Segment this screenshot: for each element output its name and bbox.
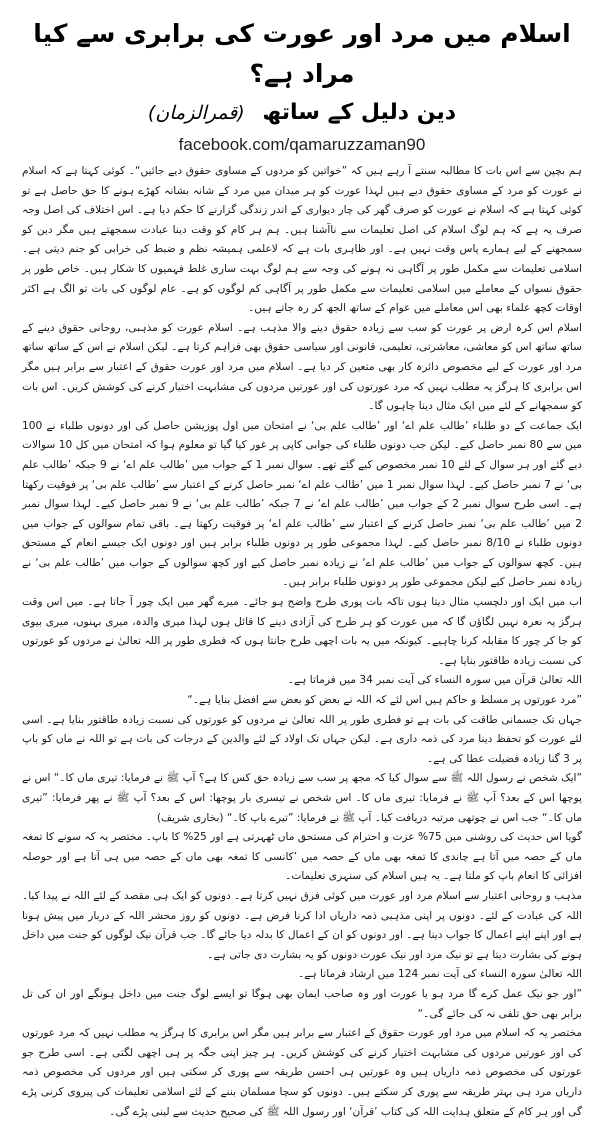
paragraph-rights: اسلام اس کرہ ارض پر عورت کو سب سے زیادہ حقوق دینے والا مذہب ہے۔ اسلام عورت کو مذہبی، روحانی حقوق دینے کے ساتھ ساتھ اس کو معاشی، معاشرتی، تعلیمی، قانونی اور سیاسی حقوق بھی فراہم کرتا ہے۔ لیکن اسلام نے اس کے ساتھ ساتھ مرد اور عورت کے لیے مخصوص دائرہ کار بھی متعین کر دیا ہے۔ اسلام میں مرد اور عورت حقوق کے اعتبار سے برابر ہیں مگر اس برابری کا ہرگز یہ مطلب نہیں کہ مرد عورتوں کی اور عورتیں مردوں کی مشابہت اختیار کرنے کی کوشش کریں۔ اس بات کو سمجھانے کے لئے میں ایک مثال دینا چاہوں گا۔	[22, 321, 582, 413]
subtitle-text: دین دلیل کے ساتھ	[262, 100, 457, 125]
paragraph-verse-34-intro: اللہ تعالیٰ قرآن میں سورہ النساء کی آیت نمبر 34 میں فرماتا ہے۔	[287, 674, 582, 687]
paragraph-percentages: گویا اس حدیث کی روشنی میں 75% عزت و احترام کی مستحق ماں ٹھہرتی ہے اور 25% کا باپ۔ مختصر یہ کہ سونے کا تمغہ ماں کے حصہ میں آتا ہے چاندی کا تمغہ بھی ماں کے حصہ میں ’کانسی کا تمغہ بھی ماں کے حصہ میں ہی آتا ہے اور حوصلہ افزائی کا انعام باپ کو ملتا ہے۔ یہ ہیں اسلام کی سنہری تعلیمات۔	[22, 831, 582, 883]
facebook-url: facebook.com/qamaruzzaman90	[178, 135, 426, 154]
paragraph-verse-124-intro: اللہ تعالیٰ سورہ النساء کی آیت نمبر 124 میں ارشاد فرماتا ہے۔	[298, 968, 582, 981]
paragraph-thief-example: اب میں ایک اور دلچسپ مثال دیتا ہوں تاکہ بات پوری طرح واضح ہو جائے۔ میرے گھر میں ایک چور آ جاتا ہے۔ میں اس وقت ہرگز یہ نعرہ نہیں لگاؤں گا کہ میں عورت کو ہر طرح کی آزادی دینے کا قائل ہوں لہذا میری والدہ، میری بہنوں، میری بیوی کو جا کر چور کا مقابلہ کرنا چاہیے۔ کیونکہ میں یہ بات اچھی طرح جانتا ہوں کہ فطری طور پر اللہ تعالیٰ نے مردوں کو عورتوں کی نسبت زیادہ طاقتور بنایا ہے۔	[22, 596, 582, 667]
article-subtitle	[22, 94, 582, 132]
paragraph-intro: ہم بچپن سے اس بات کا مطالبہ سنتے آ رہے ہیں کہ ”خواتین کو مردوں کے مساوی حقوق دیے جائیں“۔ کوئی کہتا ہے کہ اسلام نے عورت کو مرد کے مساوی حقوق دیے ہیں لہذا عورت کو ہر میدان میں مرد کے شانہ بشانہ کھڑے ہونے کا حق حاصل ہے تو کوئی کہتا ہے کہ اسلام نے عورت کو صرف گھر کی چار دیواری کے اندر زندگی گزارنے کا حکم دیا ہے۔ اس اختلاف کی اصل وجہ صرف یہ ہے کہ ہم لوگ اسلام کی اصل تعلیمات سے ناآشنا ہیں۔ ہم ہر کام کو وقت دینا عبادت سمجھتے ہیں مگر دین کو سمجھنے کے لیے ہمارے پاس وقت نہیں ہے۔ اور ظاہری بات ہے کہ لاعلمی ہمیشہ نظم و ضبط کی خرابی کو جنم دیتی ہے۔ اسلامی تعلیمات سے مکمل طور پر آگاہی نہ ہونے کی وجہ سے ہم لوگ بہت ساری غلط فہمیوں کا شکار ہیں۔ خاص طور پر حقوق نسواں کے معاملے میں اسلامی تعلیمات سے مکمل طور پر آگاہی کم لوگوں کو ہے۔ عام لوگوں کی بات تو الگ ہے اکثر اوقات کچھ علماء بھی اس معاملے میں عوام کے ساتھ الجھ کر رہ جاتے ہیں۔	[22, 165, 582, 315]
paragraph-physical-strength: جہاں تک جسمانی طاقت کی بات ہے تو فطری طور پر اللہ تعالیٰ نے مردوں کو عورتوں کی نسبت زیادہ طاقتور بنایا ہے۔ اسی لئے عورت کو تحفظ دینا مرد کی ذمہ داری ہے۔ لیکن جہاں تک اولاد کے لئے والدین کے درجات کی بات ہے تو اللہ نے ماں کو باپ پر 3 گنا زیادہ فضیلت عطا کی ہے۔	[22, 713, 582, 765]
paragraph-students-example: ایک جماعت کے دو طلباء ’طالب علم اے‘ اور ’طالب علم بی‘ نے امتحان میں اول پوزیشن حاصل کی اور دونوں طلباء نے 100 میں سے 80 نمبر حاصل کیے۔ لیکن جب دونوں طلباء کی جوابی کاپی پر غور کیا گیا تو معلوم ہوا کہ امتحان میں کل 10 سوالات دیے گئے اور ہر سوال کے لئے 10 نمبر مخصوص کیے گئے تھے۔ سوال نمبر 1 کے جواب میں ’طالب علم اے‘ نے 9 جبکہ ’طالب علم بی‘ نے 7 نمبر حاصل کیے۔ لہذا سوال نمبر 1 میں ’طالب علم اے‘ نمبر حاصل کرنے کے اعتبار سے ’طالب علم بی‘ پر فوقیت رکھتا ہے۔ اسی طرح سوال نمبر 2 کے جواب میں ’طالب علم اے‘ نے 7 جبکہ ’طالب علم بی‘ نے 9 نمبر حاصل کیے۔ لہذا سوال نمبر 2 میں ’طالب علم بی‘ نمبر حاصل کرنے کے اعتبار سے ’طالب علم اے‘ پر فوقیت رکھتا ہے۔ باقی تمام سوالوں کے جواب میں دونوں طلباء نے 8/10 نمبر حاصل کیے۔ لہذا مجموعی طور پر دونوں طلباء برابر ہیں اور دونوں ایک جیسے انعام کے مستحق ہیں۔ کچھ سوالوں کے جواب میں ’طالب علم اے‘ نے زیادہ نمبر حاصل کیے اور کچھ سوالوں کے جواب میں ’طالب علم بی‘ نے زیادہ نمبر حاصل کیے لیکن مجموعی طور پر دونوں طلباء برابر ہیں۔	[22, 419, 582, 589]
quote-verse-124: ”اور جو نیک عمل کرے گا مرد ہو یا عورت اور وہ صاحب ایمان بھی ہوگا تو ایسے لوگ جنت میں داخل ہونگے اور ان کی تل برابر بھی حق تلفی نہ کی جائے گی۔“	[22, 987, 582, 1020]
article-title: اسلام میں مرد اور عورت کی برابری سے کیا مراد ہے؟	[33, 19, 571, 88]
author-name: (قمرالزمان)	[147, 102, 245, 124]
paragraph-religious-equality: مذہب و روحانی اعتبار سے اسلام مرد اور عورت میں کوئی فرق نہیں کرتا ہے۔ دونوں کو ایک ہی مقصد کے لئے اللہ نے پیدا کیا۔ اللہ کی عبادت کے لئے۔ دونوں پر اپنی مذہبی ذمہ داریاں ادا کرنا فرض ہے۔ دونوں کو روز محشر اللہ کے دربار میں پیش ہونا ہے اور اپنے اپنے اعمال کا جواب دینا ہے۔ اور دونوں کو ان کے اعمال کا بدلہ دیا جائے گا۔ جب قرآن نیک لوگوں کو جنت میں داخل ہونے کی بشارت دیتا ہے تو نیک مرد اور نیک عورت دونوں کو یہ بشارت دی جاتی ہے۔	[22, 889, 582, 961]
paragraph-conclusion: مختصر یہ کہ اسلام میں مرد اور عورت حقوق کے اعتبار سے برابر ہیں مگر اس برابری کا ہرگز یہ مطلب نہیں کہ مرد عورتوں کی اور عورتیں مردوں کی مشابہت اختیار کرنے کی کوشش کریں۔ ہر چیز اپنی جگہ پر ہی اچھی لگتی ہے۔ اسی طرح جو عورتوں کی مخصوص ذمہ داریاں ہیں وہ عورتیں ہی احسن طریقہ سے پوری کر سکتی ہیں اور مردوں کی مخصوص ذمہ داریاں مرد ہی بہتر طریقہ سے پوری کر سکتے ہیں۔ دونوں کو سچا مسلمان بننے کے لئے اسلامی تعلیمات کی پیروی کرنی پڑے گی اور ہر کام کے متعلق ہدایت اللہ کی کتاب ’قرآن‘ اور رسول اللہ ﷺ کی صحیح حدیث سے لینی پڑے گی۔	[22, 1027, 582, 1118]
quote-verse-34: ”مرد عورتوں پر مسلط و حاکم ہیں اس لئے کہ اللہ نے بعض کو بعض سے افضل بنایا ہے۔“	[187, 694, 582, 707]
quote-hadith: ”ایک شخص نے رسول اللہ ﷺ سے سوال کیا کہ مجھ پر سب سے زیادہ حق کس کا ہے؟ آپ ﷺ نے فرمایا: تیری ماں کا۔“ اس نے پوچھا اس کے بعد؟ آپ ﷺ نے فرمایا: تیری ماں کا۔ اس شخص نے تیسری بار پوچھا: اس کے بعد؟ آپ ﷺ نے پھر فرمایا: ”تیری ماں کا۔“ جب اس نے چوتھی مرتبہ دریافت کیا۔ آپ ﷺ نے فرمایا: ”تیرے باپ کا۔“ (بخاری شریف)	[22, 772, 582, 824]
article-body	[22, 162, 582, 1122]
